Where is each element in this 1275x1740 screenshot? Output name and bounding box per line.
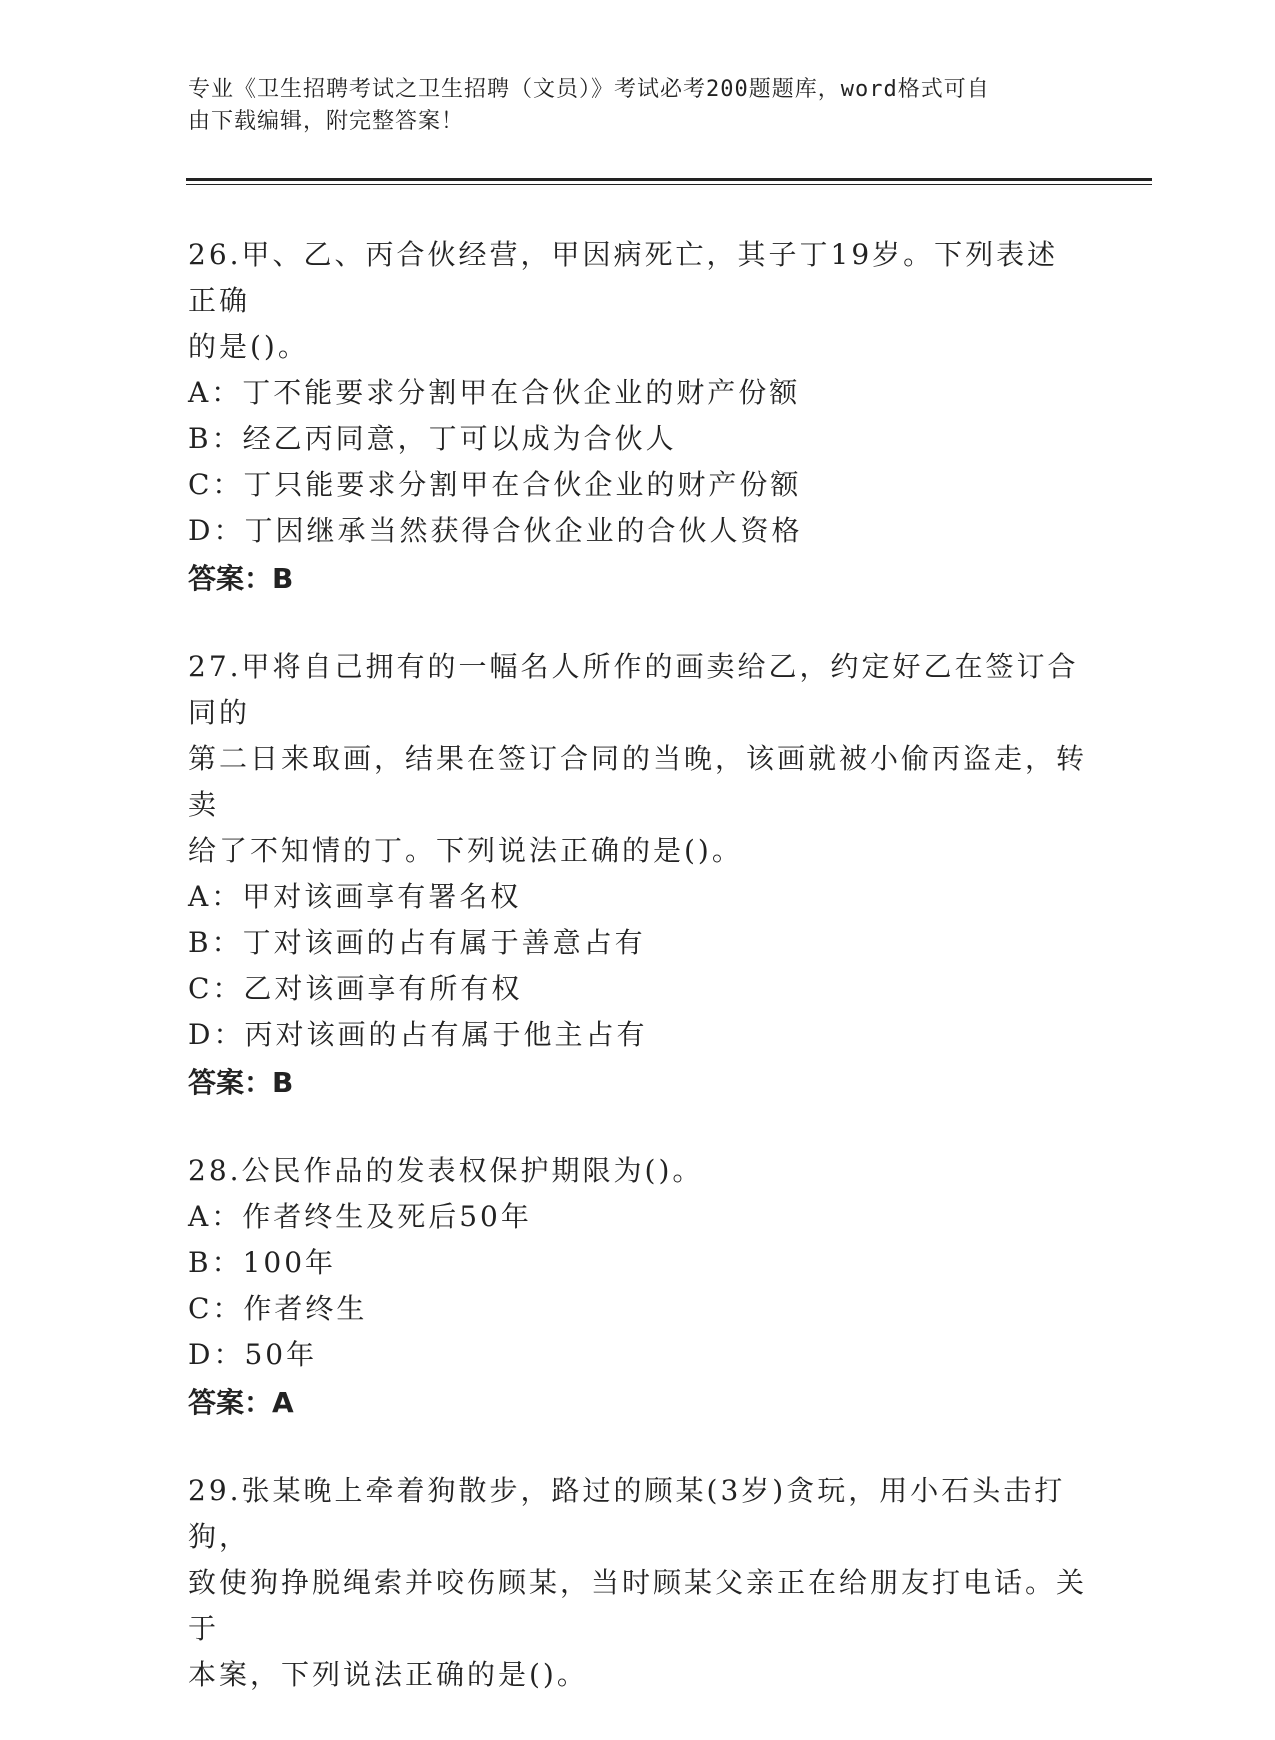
question-stem-line: 本案，下列说法正确的是()。 [188,1658,588,1691]
option-d: D：丁因继承当然获得合伙企业的合伙人资格 [188,514,803,547]
header-line-2: 由下载编辑，附完整答案！ [188,109,465,134]
question-26 [188,232,1088,602]
option-a: A：作者终生及死后50年 [188,1200,532,1233]
option-c: C：丁只能要求分割甲在合伙企业的财产份额 [188,468,802,501]
header-divider-thin [186,184,1152,185]
option-c: C：乙对该画享有所有权 [188,972,523,1005]
question-28 [188,1148,1088,1426]
question-stem-line: 致使狗挣脱绳索并咬伤顾某，当时顾某父亲正在给朋友打电话。关于 [188,1566,1088,1645]
option-b: B：丁对该画的占有属于善意占有 [188,926,646,959]
option-b: B：经乙丙同意，丁可以成为合伙人 [188,422,677,455]
header-divider-thick [186,178,1152,181]
option-a: A：甲对该画享有署名权 [188,880,522,913]
header-line-1: 专业《卫生招聘考试之卫生招聘（文员）》考试必考200题题库，word格式可自 [188,77,990,102]
option-c: C：作者终生 [188,1292,368,1325]
answer-label: 答案：A [188,1386,294,1419]
question-29 [188,1468,1088,1698]
question-stem-line: 第二日来取画，结果在签订合同的当晚，该画就被小偷丙盗走，转卖 [188,742,1088,821]
answer-label: 答案：B [188,562,294,595]
option-a: A：丁不能要求分割甲在合伙企业的财产份额 [188,376,801,409]
question-stem-line: 给了不知情的丁。下列说法正确的是()。 [188,834,743,867]
question-stem-line: 27.甲将自己拥有的一幅名人所作的画卖给乙，约定好乙在签订合同的 [188,650,1079,729]
question-stem-line: 26.甲、乙、丙合伙经营，甲因病死亡，其子丁19岁。下列表述正确 [188,238,1059,317]
option-d: D：50年 [188,1338,318,1371]
question-list [188,232,1088,1740]
question-27 [188,644,1088,1106]
question-stem-line: 的是()。 [188,330,309,363]
question-stem-line: 28.公民作品的发表权保护期限为()。 [188,1154,704,1187]
option-d: D：丙对该画的占有属于他主占有 [188,1018,648,1051]
question-stem-line: 29.张某晚上牵着狗散步，路过的顾某(3岁)贪玩，用小石头击打狗， [188,1474,1066,1553]
document-header [188,74,1068,138]
answer-label: 答案：B [188,1066,294,1099]
option-b: B：100年 [188,1246,337,1279]
